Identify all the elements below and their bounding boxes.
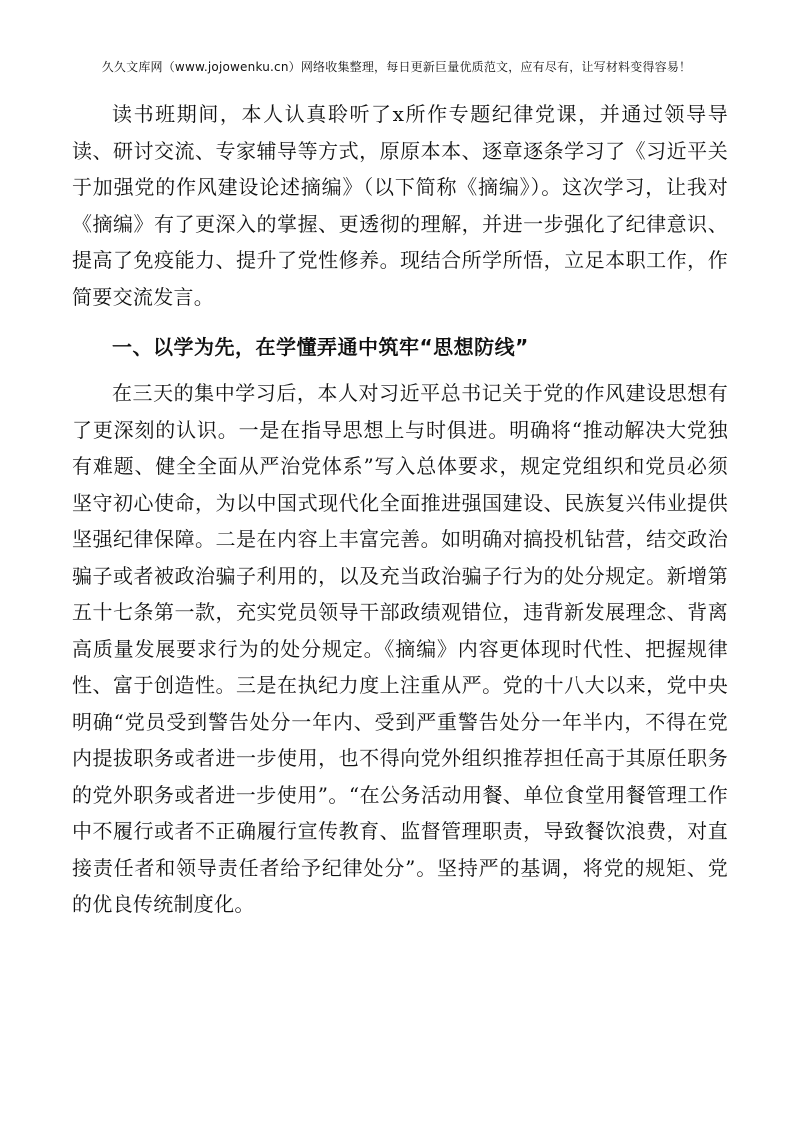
document-body [72,96,728,923]
section-heading: 一、以学为先，在学懂弄通中筑牢“思想防线” [112,335,529,359]
header-note: 久久文库网（www.jojowenku.cn）网络收集整理，每日更新巨量优质范文，应有尽有，让写材料变得容易！ [101,60,692,74]
section-paragraph: 在三天的集中学习后，本人对习近平总书记关于党的作风建设思想有了更深刻的认识。一是在指导思想上与时俱进。明确将“推动解决大党独有难题、健全全面从严治党体系”写入总体要求，规定党组织和党员必须坚守初心使命，为以中国式现代化全面推进强国建设、民族复兴伟业提供坚强纪律保障。二是在内容上丰富完善。如明确对搞投机钻营，结交政治骗子或者被政治骗子利用的，以及充当政治骗子行为的处分规定。新增第五十七条第一款，充实党员领导干部政绩观错位，违背新发展理念、背离高质量发展要求行为的处分规定。《摘编》内容更体现时代性、把握规律性、富于创造性。三是在执纪力度上注重从严。党的十八大以来，党中央明确“党员受到警告处分一年内、受到严重警告处分一年半内，不得在党内提拔职务或者进一步使用，也不得向党外组织推荐担任高于其原任职务的党外职务或者进一步使用”。“在公务活动用餐、单位食堂用餐管理工作中不履行或者不正确履行宣传教育、监督管理职责，导致餐饮浪费，对直接责任者和领导责任者给予纪律处分”。坚持严的基调，将党的规矩、党的优良传统制度化。 [72,381,728,916]
intro-paragraph: 读书班期间，本人认真聆听了x所作专题纪律党课，并通过领导导读、研讨交流、专家辅导等方式，原原本本、逐章逐条学习了《习近平关于加强党的作风建设论述摘编》（以下简称《摘编》）。这次学习，让我对《摘编》有了更深入的掌握、更透彻的理解，并进一步强化了纪律意识、提高了免疫能力、提升了党性修养。现结合所学所悟，立足本职工作，作简要交流发言。 [72,102,728,309]
